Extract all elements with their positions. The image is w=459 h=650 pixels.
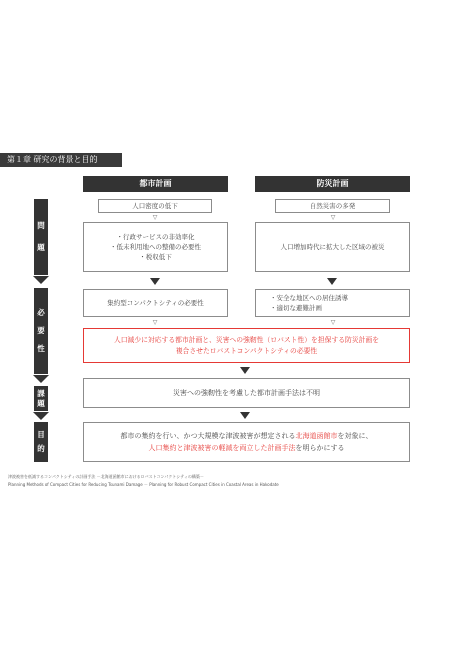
box-purpose (83, 422, 410, 462)
small-down-arrow: ▽ (152, 319, 158, 326)
side-down-arrow (33, 375, 49, 383)
down-arrow (240, 367, 250, 374)
side-label-char: 目 (37, 430, 45, 439)
measure-item: ・安全な地区への居住誘導 (270, 294, 348, 302)
box-issue: 災害への強靭性を考慮した都市計画手法は不明 (83, 378, 410, 408)
purpose-text: を明らかにする (295, 444, 345, 452)
caption-japanese: 津波被害を低減するコンパクトシティの計画手法 －北海道函館市におけるロバストコンパクトシティの構築－ (8, 474, 204, 479)
small-down-arrow: ▽ (330, 214, 336, 221)
purpose-line-2 (149, 442, 345, 454)
side-label-char: 要 (37, 326, 45, 335)
side-label-char: 必 (37, 308, 45, 317)
side-label-char: 題 (37, 398, 45, 408)
column-header-urban-planning: 都市計画 (83, 176, 228, 192)
side-label-char: 性 (37, 344, 45, 353)
side-label-char: 的 (37, 444, 45, 453)
small-down-arrow: ▽ (330, 319, 336, 326)
side-down-arrow (33, 276, 49, 284)
box-robust-compact-city-need (83, 328, 410, 363)
box-disaster-problem: 人口増加時代に拡大した区域の被災 (255, 222, 410, 272)
problem-item: ・税収低下 (139, 253, 172, 261)
box-compact-city-need: 集約型コンパクトシティの必要性 (83, 289, 228, 317)
side-down-arrow (33, 412, 49, 420)
down-arrow (240, 412, 250, 419)
purpose-text: を対象に、 (337, 432, 373, 440)
chapter-heading: 第１章 研究の背景と目的 (0, 153, 122, 167)
small-down-arrow: ▽ (152, 214, 158, 221)
side-label-char: 課 (37, 388, 45, 398)
purpose-highlight-method: 人口集約と津波被害の軽減を両立した計画手法 (148, 444, 296, 452)
side-label-issue (34, 386, 48, 411)
column-header-disaster-planning: 防災計画 (255, 176, 410, 192)
purpose-highlight-city: 北海道函館市 (295, 432, 338, 440)
box-safety-measures (255, 289, 410, 317)
caption-english: Planning Methods of Compact Cities for Reducing Tsunami Damage － Planning for Robust Compact Cities in Coastal Areas in Hakodate (8, 482, 279, 487)
box-population-density-decline: 人口密度の低下 (98, 199, 212, 213)
down-arrow (150, 278, 160, 285)
box-frequent-natural-disasters: 自然災害の多発 (275, 199, 390, 213)
side-label-char: 問 (37, 221, 45, 230)
side-label-necessity (34, 288, 48, 374)
problem-item: ・行政サービスの非効率化 (116, 233, 195, 241)
combined-need-line: 人口減少に対応する都市計画と、災害への強靭性（ロバスト性）を担保する防災計画を (113, 335, 380, 344)
combined-need-line: 複合させたロバストコンパクトシティの必要性 (175, 346, 318, 355)
side-label-purpose (34, 422, 48, 462)
measure-item: ・適切な避難計画 (270, 304, 322, 312)
purpose-line-1 (121, 430, 373, 442)
box-urban-problems (83, 222, 228, 272)
side-label-char: 題 (37, 243, 45, 252)
purpose-text: 都市の集約を行い、かつ大規模な津波被害が想定される (120, 432, 296, 440)
down-arrow (327, 278, 337, 285)
side-label-problem (34, 199, 48, 275)
problem-item: ・低未利用地への整備の必要性 (110, 243, 201, 251)
